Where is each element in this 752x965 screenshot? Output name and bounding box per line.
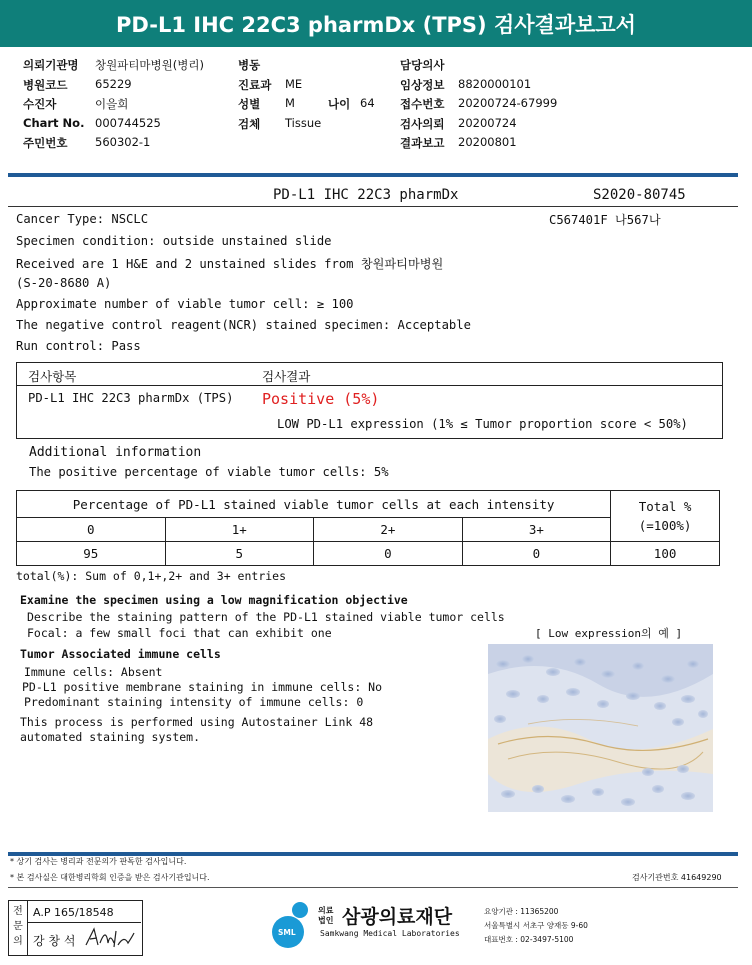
- intensity-table-title: Percentage of PD-L1 stained viable tumor cells at each intensity: [17, 491, 611, 518]
- intensity-col-3plus: 3+: [462, 518, 611, 542]
- reception-label: 접수번호: [400, 97, 445, 111]
- org-name: 삼광의료재단: [342, 906, 453, 928]
- code-value: 65229: [95, 77, 132, 91]
- institution-value: 창원파티마병원(병리): [95, 58, 204, 72]
- test-item: PD-L1 IHC 22C3 pharmDx (TPS): [28, 391, 234, 405]
- resident-label: 주민번호: [23, 136, 68, 150]
- resident-value: 560302-1: [95, 135, 151, 149]
- examine-line-1: Describe the staining pattern of the PD-L1 stained viable tumor cells: [27, 610, 505, 624]
- ward-label: 병동: [238, 58, 261, 72]
- intensity-value-3plus: 0: [462, 542, 611, 566]
- request-value: 20200724: [458, 116, 517, 130]
- block-id: C567401F 나567나: [549, 213, 661, 227]
- intensity-col-1plus: 1+: [165, 518, 314, 542]
- additional-heading: Additional information: [29, 445, 202, 460]
- age-value: 64: [360, 96, 375, 110]
- specimen-value: Tissue: [285, 116, 322, 130]
- intensity-value-2plus: 0: [314, 542, 463, 566]
- examine-line-2: Focal: a few small foci that can exhibit one: [27, 626, 332, 640]
- immune-line-1: Immune cells: Absent: [24, 665, 163, 679]
- result-value: Positive (5%): [262, 390, 380, 408]
- reception-value: 20200724-67999: [458, 96, 558, 110]
- total-header-label: Total %: [638, 499, 692, 514]
- doctor-label: 담당의사: [400, 58, 445, 72]
- report-line-case-no: (S-20-8680 A): [16, 276, 112, 290]
- sex-label: 성별: [238, 97, 261, 111]
- report-line-cancer-type: Cancer Type: NSCLC: [16, 212, 149, 226]
- header-divider: [8, 173, 738, 177]
- examine-heading: Examine the specimen using a low magnification objective: [20, 593, 408, 607]
- intensity-total: 100: [611, 542, 720, 566]
- footer-note-1: * 상기 검사는 병리과 전문의가 판독한 검사입니다.: [10, 857, 187, 866]
- item-header: 검사항목: [28, 369, 77, 384]
- chart-label: Chart No.: [23, 116, 85, 130]
- immune-line-3: Predominant staining intensity of immune cells: 0: [24, 695, 364, 709]
- immune-line-2: PD-L1 positive membrane staining in immune cells: No: [22, 680, 383, 694]
- report-number: S2020-80745: [593, 187, 686, 203]
- micrograph-image: [488, 644, 713, 812]
- stamp-ap-number: A.P 165/18548: [33, 906, 114, 919]
- intensity-value-0: 95: [17, 542, 166, 566]
- org-english-name: Samkwang Medical Laboratories: [320, 929, 460, 938]
- table-note: total(%): Sum of 0,1+,2+ and 3+ entries: [16, 569, 287, 583]
- logo-text: SML: [278, 928, 296, 937]
- footer-note-2: * 본 검사실은 대한병리학회 인증을 받은 검사기관입니다.: [10, 873, 210, 882]
- total-header: [611, 491, 720, 542]
- result-header: 검사결과: [262, 369, 311, 384]
- image-caption: [ Low expression의 예 ]: [535, 627, 683, 640]
- receiver-label: 수진자: [23, 97, 57, 111]
- additional-text: The positive percentage of viable tumor cells: 5%: [29, 465, 389, 479]
- total-header-sub: (=100%): [638, 518, 692, 533]
- institution-label: 의뢰기관명: [23, 58, 79, 72]
- footer-rule: [8, 887, 738, 888]
- age-label: 나이: [328, 97, 351, 111]
- sml-logo-icon: [268, 900, 320, 950]
- report-line-viable-cells: Approximate number of viable tumor cell: ≥ 100: [16, 297, 354, 311]
- stamp-side-label: 전문의: [13, 906, 23, 947]
- intensity-table: [16, 490, 720, 566]
- stamp-name: 강 창 석: [33, 934, 76, 948]
- dept-label: 진료과: [238, 78, 272, 92]
- clinical-value: 8820000101: [458, 77, 532, 91]
- dept-value: ME: [285, 77, 303, 91]
- stamp-divider: [27, 900, 28, 956]
- intensity-col-0: 0: [17, 518, 166, 542]
- expression-level: LOW PD-L1 expression (1% ≤ Tumor proportion score < 50%): [277, 417, 688, 431]
- signature-image: [84, 925, 136, 951]
- report-line-ncr: The negative control reagent(NCR) stained specimen: Acceptable: [16, 318, 471, 332]
- intensity-value-1plus: 5: [165, 542, 314, 566]
- chart-value: 000744525: [95, 116, 161, 130]
- specimen-label: 검체: [238, 117, 261, 131]
- sex-value: M: [285, 96, 295, 110]
- test-name: PD-L1 IHC 22C3 pharmDx: [273, 187, 459, 203]
- report-date-value: 20200801: [458, 135, 517, 149]
- process-line-2: automated staining system.: [20, 730, 201, 744]
- clinical-label: 임상정보: [400, 78, 445, 92]
- code-label: 병원코드: [23, 78, 68, 92]
- org-type: 의료 법인: [318, 906, 334, 925]
- result-box-divider: [17, 385, 722, 386]
- receiver-value: 이을희: [95, 97, 129, 111]
- report-line-run-control: Run control: Pass: [16, 339, 141, 353]
- process-line-1: This process is performed using Autostainer Link 48: [20, 715, 374, 729]
- org-info-2: 서울특별시 서초구 양재동 9-60: [484, 921, 588, 930]
- intensity-col-2plus: 2+: [314, 518, 463, 542]
- org-number: 검사기관번호 41649290: [632, 873, 722, 882]
- report-date-label: 결과보고: [400, 136, 445, 150]
- stamp-inner-rule: [28, 922, 141, 923]
- test-title-underline: [8, 206, 738, 207]
- org-info-1: 요양기관 : 11365200: [484, 907, 559, 916]
- report-line-specimen-condition: Specimen condition: outside unstained slide: [16, 234, 332, 248]
- report-title: PD-L1 IHC 22C3 pharmDx (TPS) 검사결과보고서: [116, 13, 636, 37]
- org-info-3: 대표번호 : 02-3497-5100: [484, 935, 574, 944]
- report-line-received: Received are 1 H&E and 2 unstained slides from 창원파티마병원: [16, 257, 444, 271]
- immune-heading: Tumor Associated immune cells: [20, 647, 221, 661]
- request-label: 검사의뢰: [400, 117, 445, 131]
